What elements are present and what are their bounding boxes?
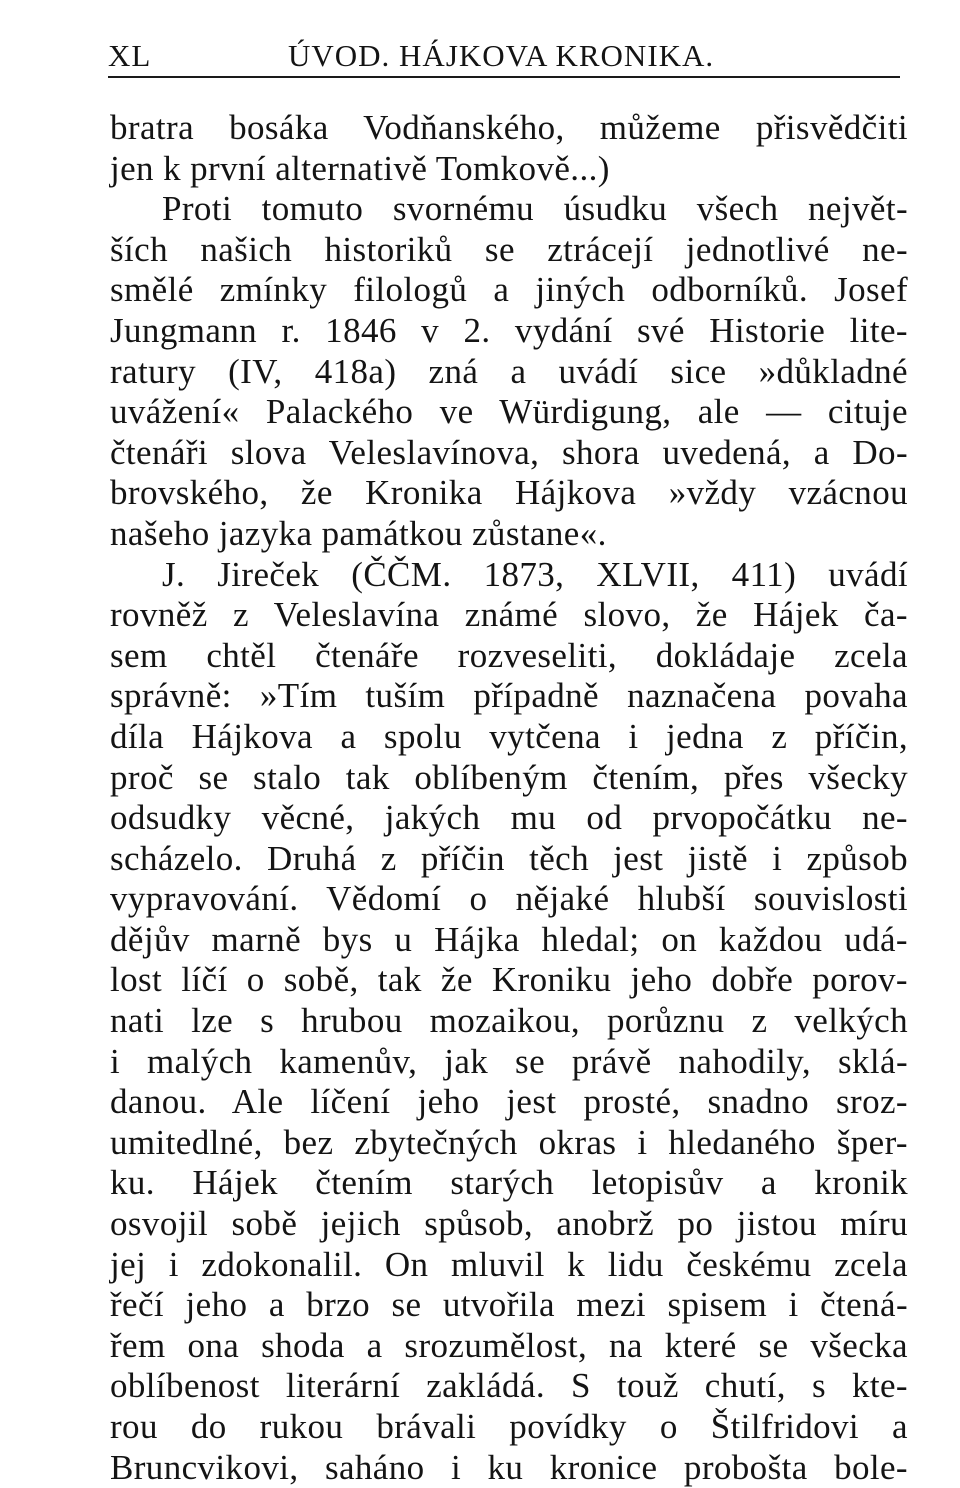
text-line: danou. Ale líčení jeho jest prosté, snadno sroz- [110, 1082, 908, 1122]
text-line: odsudky věcné, jakých mu od prvopočátku ne- [110, 798, 908, 838]
text-line: čtenáři slova Veleslavínova, shora uvedená, a Do- [110, 432, 908, 472]
text-line: nati lze s hrubou mozaikou, porůznu z velkých [110, 1001, 908, 1041]
running-title: ÚVOD. HÁJKOVA KRONIKA. [288, 38, 715, 73]
text-line: jej i zdokonalil. On mluvil k lidu českému zcela [110, 1244, 908, 1284]
text-line: brovského, že Kronika Hájkova »vždy vzácnou [110, 473, 908, 513]
text-line: bratra bosáka Vodňanského, můžeme přisvědčiti [110, 108, 908, 147]
text-line: ku. Hájek čtením starých letopisův a kronik [110, 1163, 908, 1203]
text-line: díla Hájkova a spolu vytčena i jedna z příčin, [110, 716, 908, 756]
text-line: dějův marně bys u Hájka hledal; on každou udá- [110, 919, 908, 959]
text-line: ratury (IV, 418a) zná a uvádí sice »důkladné [110, 351, 908, 391]
text-line: vypravování. Vědomí o nějaké hlubší souvislosti [110, 879, 908, 919]
text-line: rou do rukou brávali povídky o Štilfridovi a [110, 1407, 908, 1446]
text-line: J. Jireček (ČČM. 1873, XLVII, 411) uvádí [162, 554, 908, 594]
text-line: řem ona shoda a srozumělost, na které se všecka [110, 1325, 908, 1365]
text-line: sem chtěl čtenáře rozveseliti, dokládaje zcela [110, 635, 908, 675]
text-line: Bruncvikovi, sahánо i ku kronice proboštа bole- [110, 1447, 908, 1487]
text-line: lost líčí o sobě, tak že Kroniku jeho dobře porov- [110, 960, 908, 1000]
text-line: i malých kamenův, jak se právě nahodily, sklá- [110, 1041, 908, 1081]
text-line: scházelo. Druhá z příčin těch jest jistě i způsob [110, 838, 908, 878]
text-line: smělé zmínky filologů a jiných odborníků. Josef [110, 270, 908, 310]
page-header [108, 34, 900, 82]
text-line: uvážení« Palackého ve Würdigung, ale — cituje [110, 392, 908, 432]
text-line: proč se stalo tak oblíbeným čtením, přes všecky [110, 757, 908, 797]
text-line: oblíbenost literární zakládá. S touž chutí, s kte- [110, 1366, 908, 1406]
text-line: osvojil sobě jejich spůsob, anobrž po jistou míru [110, 1204, 908, 1244]
text-line: rovněž z Veleslavína známé slovo, že Hájek ča- [110, 595, 908, 635]
text-line: ších našich historiků se ztrácejí jednotlivé ne- [110, 229, 908, 269]
text-line: Proti tomuto svornému úsudku všech největ- [162, 189, 908, 229]
text-line: jen k první alternativě Tomkově...) [110, 148, 610, 188]
text-line: našeho jazyka památkou zůstane«. [110, 513, 607, 553]
page-number: XL [108, 38, 152, 73]
text-line: umitedlné, bez zbytečných okras i hledaného šper- [110, 1122, 908, 1162]
text-line: Jungmann r. 1846 v 2. vydání své Historie lite- [110, 310, 908, 350]
text-line: řečí jeho a brzo se utvořila mezi spisem i čtená- [110, 1285, 908, 1325]
header-rule [108, 76, 900, 78]
body-text [110, 108, 908, 1488]
text-line: správně: »Tím tuším případně naznačena povaha [110, 676, 908, 716]
